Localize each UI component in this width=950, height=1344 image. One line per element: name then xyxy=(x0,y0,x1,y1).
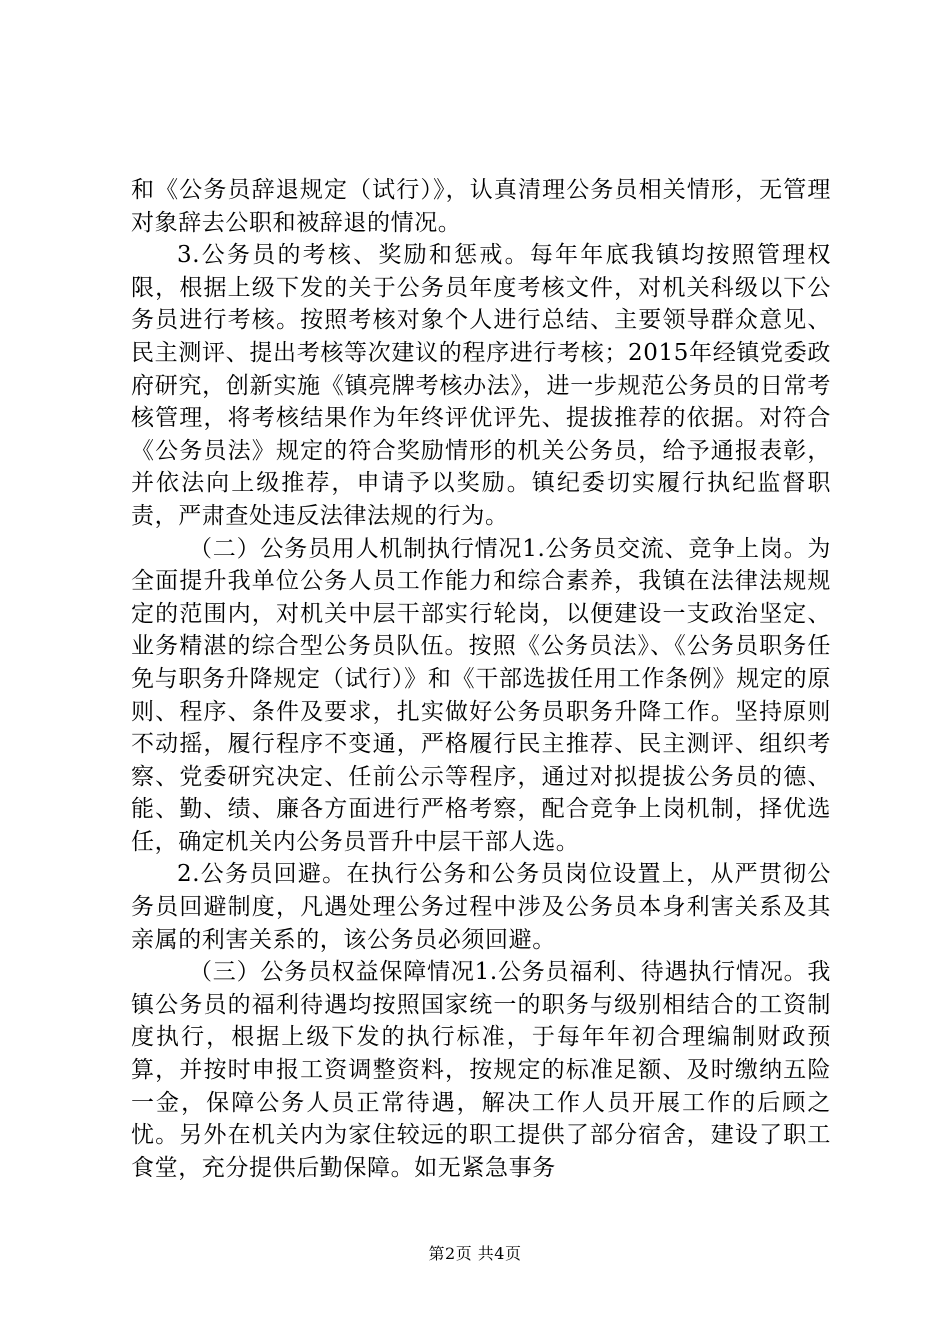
paragraph-employment-mechanism: （二）公务员用人机制执行情况1.公务员交流、竞争上岗。为全面提升我单位公务人员工作能力和综合素养，我镇在法律法规规定的范围内，对机关中层干部实行轮岗，以便建设一支政治坚定、业务精湛的综合型公务员队伍。按照《公务员法》、《公务员职务任免与职务升降规定（试行）》和《干部选拔任用工作条例》规定的原则、程序、条件及要求，扎实做好公务员职务升降工作。坚持原则不动摇，履行程序不变通，严格履行民主推荐、民主测评、组织考察、党委研究决定、任前公示等程序，通过对拟提拔公务员的德、能、勤、绩、廉各方面进行严格考察，配合竞争上岗机制，择优选任，确定机关内公务员晋升中层干部人选。 xyxy=(131,535,831,855)
paragraph-recusal: 2.公务员回避。在执行公务和公务员岗位设置上，从严贯彻公务员回避制度，凡遇处理公务过程中涉及公务员本身利害关系及其亲属的利害关系的，该公务员必须回避。 xyxy=(131,861,831,953)
paragraph-rights-protection: （三）公务员权益保障情况1.公务员福利、待遇执行情况。我镇公务员的福利待遇均按照国家统一的职务与级别相结合的工资制度执行，根据上级下发的执行标准，于每年年初合理编制财政预算，并按时申报工资调整资料，按规定的标准足额、及时缴纳五险一金，保障公务人员正常待遇，解决工作人员开展工作的后顾之忧。另外在机关内为家住较远的职工提供了部分宿舍，建设了职工食堂，充分提供后勤保障。如无紧急事务 xyxy=(131,959,831,1181)
paragraph-continuation: 和《公务员辞退规定（试行）》，认真清理公务员相关情形，无管理对象辞去公职和被辞退的情况。 xyxy=(131,177,831,236)
page-number: 第2页 共4页 xyxy=(428,1244,522,1263)
document-body xyxy=(131,174,831,1184)
paragraph-assessment: 3.公务员的考核、奖励和惩戒。每年年底我镇均按照管理权限，根据上级下发的关于公务员年度考核文件，对机关科级以下公务员进行考核。按照考核对象个人进行总结、主要领导群众意见、民主测评、提出考核等次建议的程序进行考核；2015年经镇党委政府研究，创新实施《镇亮牌考核办法》，进一步规范公务员的日常考核管理，将考核结果作为年终评优评先、提拔推荐的依据。对符合《公务员法》规定的符合奖励情形的机关公务员，给予通报表彰，并依法向上级推荐，申请予以奖励。镇纪委切实履行执纪监督职责，严肃查处违反法律法规的行为。 xyxy=(131,242,831,529)
